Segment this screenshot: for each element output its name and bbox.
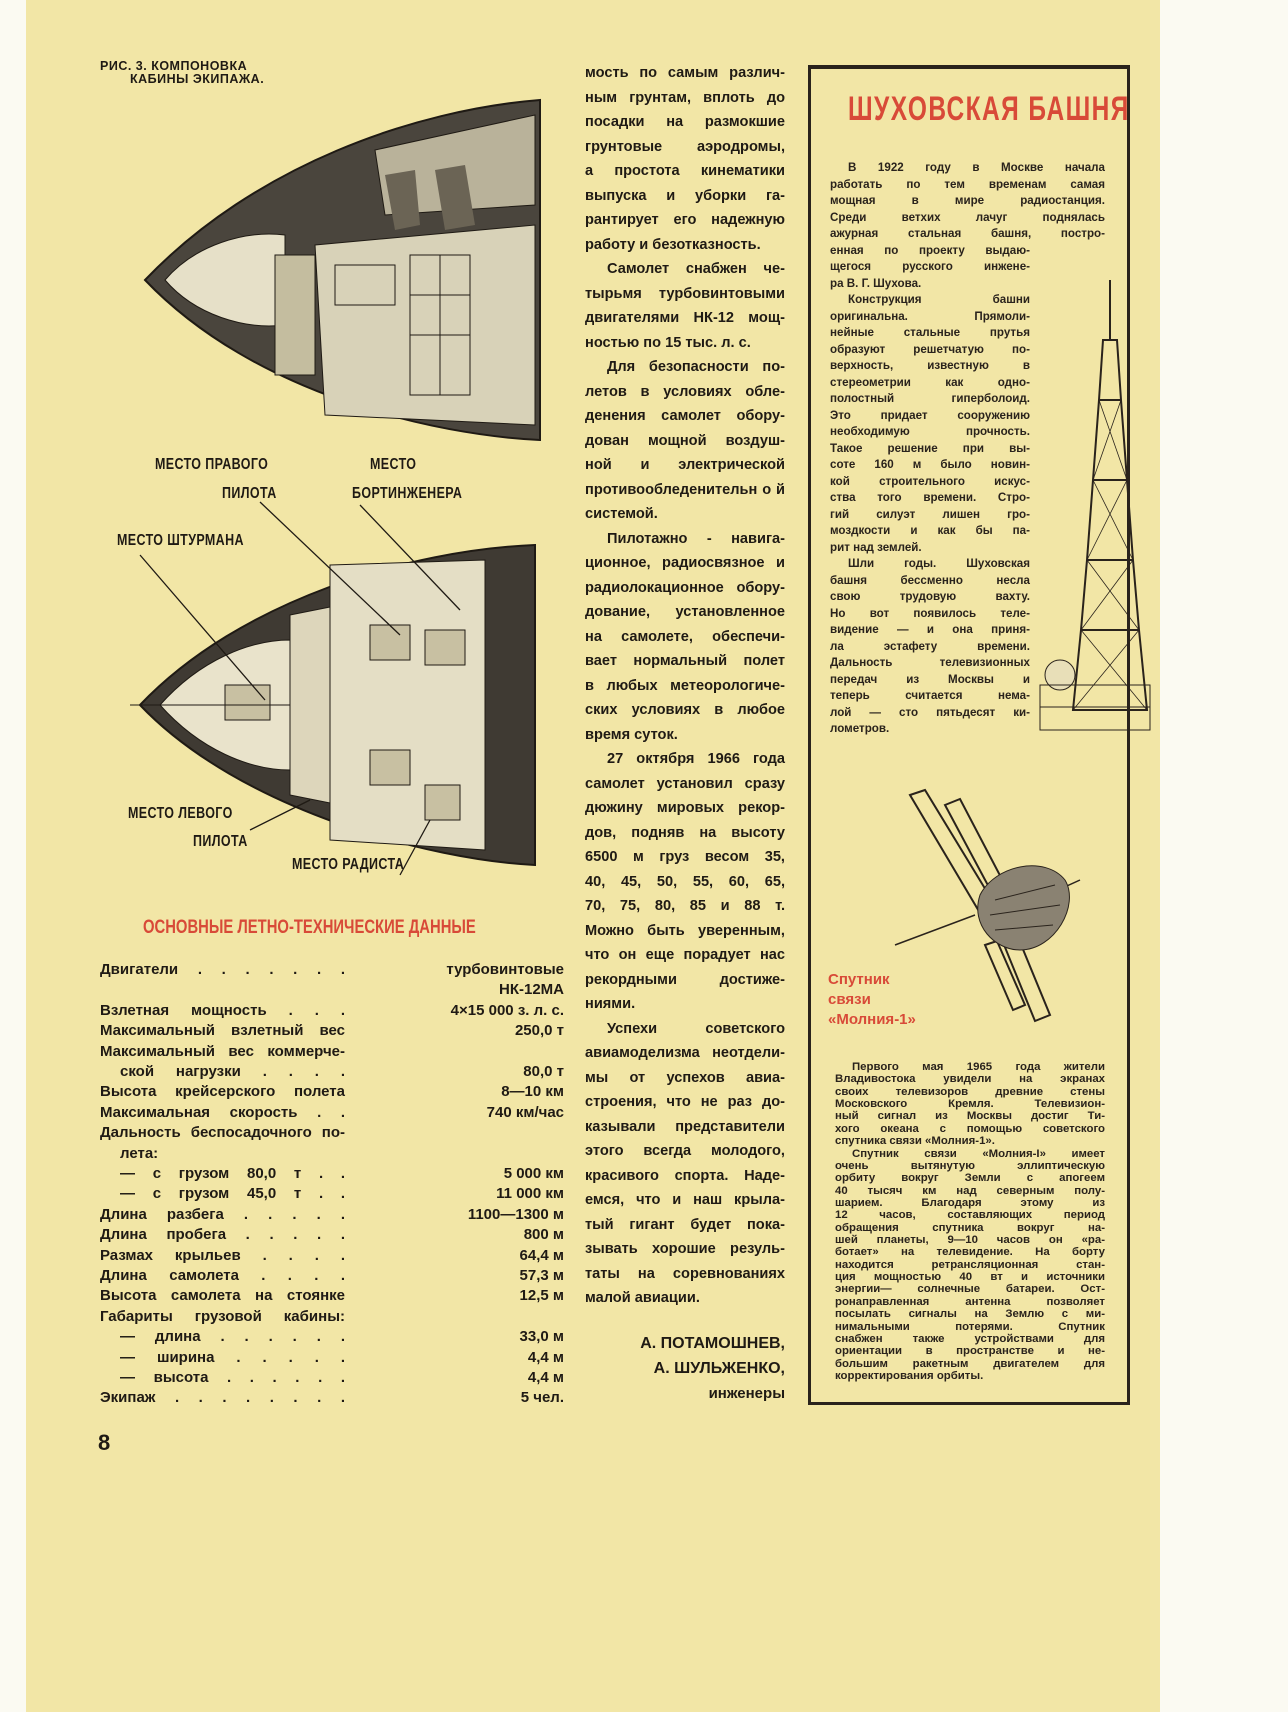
article-line: ских условиях в любое <box>585 702 785 718</box>
article-line: авиамоделизма неотдели- <box>585 1045 785 1061</box>
tower-text-line: Среди ветхих лачуг поднялась <box>830 210 1105 224</box>
spec-value: турбовинтовые <box>446 961 564 978</box>
article-line: 40, 45, 50, 55, 60, 65, <box>585 873 785 890</box>
satellite-text-line: посылать сигналы на Землю с ми- <box>835 1308 1105 1321</box>
spec-row <box>100 1001 564 1021</box>
spec-row <box>100 1348 564 1368</box>
cockpit-cutaway-illustration <box>135 95 545 445</box>
article-line: Можно быть уверенным, <box>585 922 785 939</box>
spec-value: 4,4 м <box>527 1348 564 1366</box>
article-line: ностью по 15 тыс. л. с. <box>585 334 751 351</box>
article-line: системой. <box>585 506 658 522</box>
tower-text-line: ства того времени. Стро- <box>830 491 1030 504</box>
caption-line: КАБИНЫ ЭКИПАЖА. <box>130 72 265 86</box>
article-line: вает нормальный полет <box>585 653 785 669</box>
article-line: Самолет снабжен че- <box>607 261 785 277</box>
label-right-pilot: МЕСТО ПРАВОГО <box>155 456 269 473</box>
spec-label: Экипаж . . . . . . . . <box>100 1389 345 1407</box>
article-line: мость по самым различ- <box>585 65 785 81</box>
satellite-text-line: обращения спутника вокруг на- <box>835 1221 1105 1234</box>
spec-value: НК-12МА <box>499 981 564 999</box>
article-line: дюжину мировых рекор- <box>585 800 785 816</box>
article-line: тый гигант будет пока- <box>585 1216 785 1233</box>
spec-value: 5 000 км <box>503 1165 564 1182</box>
tower-text-line: необходимую прочность. <box>830 425 1030 438</box>
tower-text-line: башня бессменно несла <box>830 573 1030 587</box>
spec-row <box>100 1327 564 1347</box>
tower-text-line: В 1922 году в Москве начала <box>848 161 1105 174</box>
spec-value: 4,4 м <box>527 1369 564 1386</box>
satellite-text-line: ция мощностью 40 вт и источники <box>835 1271 1105 1284</box>
spec-value: 250,0 т <box>514 1022 564 1040</box>
satellite-title-line: «Молния-1» <box>828 1011 916 1028</box>
spec-row <box>100 1144 564 1164</box>
article-line: ционное, радиосвязное и <box>585 555 785 571</box>
spec-label: — длина . . . . . . <box>120 1328 345 1346</box>
article-line: малой авиации. <box>585 1290 700 1306</box>
spec-row <box>100 1266 564 1286</box>
spec-label: ской нагрузки . . . . <box>120 1063 345 1080</box>
tower-text-line: ра В. Г. Шухова. <box>830 276 922 290</box>
tower-text-line: Шли годы. Шуховская <box>848 557 1030 570</box>
article-line: дование, установленное <box>585 604 785 620</box>
satellite-text-line: Владивостока увидели на экранах <box>835 1073 1105 1086</box>
spec-label: Размах крыльев . . . . <box>100 1246 345 1264</box>
satellite-title <box>828 970 916 1030</box>
tower-text-line: Конструкция башни <box>848 293 1030 306</box>
tower-text-line: ла эстафету времени. <box>830 639 1030 653</box>
spec-value: 11 000 км <box>496 1185 564 1203</box>
tower-text-line: нейные стальные прутья <box>830 326 1030 339</box>
caption-line: РИС. 3. КОМПОНОВКА <box>100 59 248 73</box>
label-flight-engineer: БОРТИНЖЕНЕРА <box>352 485 463 502</box>
shukhov-tower-illustration <box>1035 280 1155 750</box>
article-line: дов, подняв на высоту <box>585 824 785 841</box>
satellite-text-line: 40 тысяч км над северным полу- <box>835 1184 1105 1197</box>
spec-row <box>100 1021 564 1041</box>
specs-title: ОСНОВНЫЕ ЛЕТНО-ТЕХНИЧЕСКИЕ ДАННЫЕ <box>143 917 476 938</box>
satellite-text-line: шей планеты, 9—10 часов он «ра- <box>835 1234 1105 1247</box>
tower-text-line: свою трудовую вахту. <box>830 590 1030 603</box>
spec-label: Длина самолета . . . . <box>100 1267 345 1284</box>
article-line: Пилотажно - навига- <box>607 530 785 547</box>
article-line: противообледенительн о й <box>585 481 785 498</box>
tower-text-line: теперь считается нема- <box>830 689 1030 702</box>
article-line: 6500 м груз весом 35, <box>585 849 785 865</box>
tower-text-line: полостный гиперболоид. <box>830 392 1030 405</box>
spec-value: 800 м <box>523 1226 564 1244</box>
spec-row <box>100 980 564 1000</box>
spec-row <box>100 1307 564 1327</box>
spec-label: Максимальная скорость . . <box>100 1103 345 1121</box>
tower-text-line: верхность, известную в <box>830 359 1030 372</box>
page-number: 8 <box>98 1430 111 1455</box>
spec-value: 740 км/час <box>486 1103 564 1121</box>
satellite-text-line: ориентации в пространстве и не- <box>835 1345 1105 1358</box>
author-role: инженеры <box>708 1385 785 1402</box>
article-line: тырьмя турбовинтовыми <box>585 285 785 302</box>
article-line: радиолокационное обору- <box>585 579 785 596</box>
tower-text-line: мощная в мире радиостанция. <box>830 194 1105 207</box>
spec-label: Высота самолета на стоянке <box>100 1287 345 1305</box>
spec-row <box>100 1368 564 1388</box>
spec-row <box>100 1286 564 1306</box>
satellite-text-line: корректирования орбиты. <box>835 1370 984 1382</box>
tower-text-line: соте 160 м было новин- <box>830 458 1030 471</box>
article-line: красивого спорта. Наде- <box>585 1167 785 1184</box>
satellite-text-line: ботает» на телевидение. На борту <box>835 1246 1105 1259</box>
spec-label: — с грузом 45,0 т . . <box>120 1185 345 1203</box>
satellite-text-line: находится ретрансляционная стан- <box>835 1258 1105 1271</box>
article-line: ниями. <box>585 996 636 1012</box>
spec-label: — с грузом 80,0 т . . <box>120 1165 345 1182</box>
article-line: 70, 75, 80, 85 и 88 т. <box>585 898 785 914</box>
tower-text-line: стереометрии как одно- <box>830 375 1030 389</box>
tower-text-line: Такое решение при вы- <box>830 441 1030 455</box>
spec-label: Взлетная мощность . . . <box>100 1001 345 1019</box>
article-line: этого всегда молодого, <box>585 1143 785 1159</box>
tower-text-line: Это придает сооружению <box>830 408 1030 422</box>
spec-row <box>100 960 564 980</box>
spec-value: 12,5 м <box>519 1287 564 1305</box>
tower-text-line: рит над землей. <box>830 540 922 554</box>
spec-row <box>100 1123 564 1143</box>
spec-value: 1100—1300 м <box>467 1205 564 1223</box>
tower-text-line: щегося русского инжене- <box>830 260 1030 273</box>
tower-text-line: гий силуэт лишен гро- <box>830 507 1030 521</box>
spec-label: Высота крейсерского полета <box>100 1083 345 1101</box>
satellite-text-line: хого океана с помощью советского <box>835 1122 1105 1135</box>
article-line: Успехи советского <box>607 1020 785 1037</box>
spec-label: — ширина . . . . . <box>120 1348 345 1366</box>
tower-text-line: лометров. <box>830 722 890 735</box>
spec-label: Максимальный взлетный вес <box>100 1022 345 1040</box>
satellite-text-line: очень вытянутую эллиптическую <box>835 1159 1105 1172</box>
article-line: строения, что не раз до- <box>585 1094 785 1110</box>
article-line: двигателями НК-12 мощ- <box>585 310 785 326</box>
label-flight-engineer: МЕСТО <box>370 456 417 473</box>
satellite-text-line: Спутник связи «Молния-I» имеет <box>852 1147 1105 1160</box>
spec-label: Двигатели . . . . . . . <box>100 961 345 978</box>
spec-value: 5 чел. <box>520 1389 564 1407</box>
article-line: таты на соревнованиях <box>585 1265 785 1282</box>
satellite-title-line: связи <box>828 991 871 1008</box>
spec-row <box>100 1103 564 1123</box>
tower-text-line: видение — и она приня- <box>830 623 1030 636</box>
spec-label: Длина разбега . . . . . <box>100 1205 345 1223</box>
spec-value: 80,0 т <box>523 1063 564 1080</box>
author: А. ШУЛЬЖЕНКО, <box>653 1360 785 1377</box>
tower-text-line: Но вот появилось теле- <box>830 606 1030 620</box>
article-line: дован мощной воздуш- <box>585 432 785 449</box>
spec-value: 57,3 м <box>519 1267 564 1284</box>
article-line: казывали представители <box>585 1118 785 1135</box>
author: А. ПОТАМОШНЕВ, <box>640 1335 785 1352</box>
article-line: время суток. <box>585 726 678 743</box>
figure-caption <box>100 60 264 86</box>
satellite-text-line: большим ракетным двигателем для <box>835 1357 1105 1370</box>
tower-text-line: енная по проекту выдаю- <box>830 243 1030 257</box>
article-line: 27 октября 1966 года <box>607 751 785 767</box>
tower-text-line: Дальность телевизионных <box>830 656 1030 669</box>
tower-text-line: кой строительного искус- <box>830 474 1030 488</box>
article-line: зывать хорошие резуль- <box>585 1241 785 1257</box>
satellite-text-line: шарием. Благодаря этому из <box>835 1196 1105 1209</box>
tower-text-line: лой — сто пятьдесят ки- <box>830 705 1030 719</box>
label-navigator: МЕСТО ШТУРМАНА <box>117 532 244 549</box>
spec-value: 33,0 м <box>519 1328 564 1346</box>
spec-label: Габариты грузовой кабины: <box>100 1307 345 1325</box>
satellite-text-line: Первого мая 1965 года жители <box>852 1061 1105 1073</box>
article-line: работу и безотказность. <box>585 236 761 253</box>
article-line: емся, что и наш крыла- <box>585 1192 785 1208</box>
article-line: ным грунтам, вплоть до <box>585 89 785 106</box>
spec-row <box>100 1184 564 1204</box>
tower-text-line: ажурная стальная башня, постро- <box>830 227 1105 240</box>
spec-label: Длина пробега . . . . . <box>100 1226 345 1244</box>
spec-value: 8—10 км <box>501 1083 564 1101</box>
tower-text-line: моздкости и как бы па- <box>830 524 1030 537</box>
article-line: а простота кинематики <box>585 163 785 179</box>
spec-label: Максимальный вес коммерче- <box>100 1042 345 1060</box>
spec-label: — высота . . . . . . <box>120 1369 345 1386</box>
satellite-title-line: Спутник <box>828 971 890 988</box>
spec-row <box>100 1246 564 1266</box>
article-line: самолет установил сразу <box>585 775 785 792</box>
spec-value: 64,4 м <box>519 1246 564 1264</box>
label-right-pilot: ПИЛОТА <box>222 485 277 502</box>
spec-row <box>100 1388 564 1408</box>
article-line: рекордными достиже- <box>585 971 785 988</box>
tower-text-line: передач из Москвы и <box>830 672 1030 686</box>
spec-row <box>100 1082 564 1102</box>
satellite-text-line: своих телевизоров древние стены <box>835 1085 1105 1098</box>
satellite-text-line: 12 часов, составляющих период <box>835 1209 1105 1222</box>
label-left-pilot: МЕСТО ЛЕВОГО <box>128 805 233 822</box>
satellite-text-line: спутника связи «Молния-1». <box>835 1135 995 1148</box>
satellite-text-line: энергии— солнечные батареи. Ост- <box>835 1283 1105 1296</box>
tower-text-line: оригинальна. Прямоли- <box>830 309 1030 323</box>
article-line: рантирует его надежную <box>585 212 785 228</box>
label-left-pilot: ПИЛОТА <box>193 833 248 850</box>
spec-label: лета: <box>120 1144 159 1162</box>
satellite-text-line: Московского Кремля. Телевизион- <box>835 1098 1105 1111</box>
article-line: летов в условиях обле- <box>585 383 785 400</box>
spec-row <box>100 1205 564 1225</box>
spec-row <box>100 1225 564 1245</box>
article-line: мы от успехов авиа- <box>585 1069 785 1086</box>
spec-label: Дальность беспосадочного по- <box>100 1124 345 1142</box>
article-line: что он еще порадует нас <box>585 947 785 963</box>
satellite-text-line: нимальными потерями. Спутник <box>835 1320 1105 1333</box>
article-line: ной и электрической <box>585 457 785 473</box>
satellite-text-line: ный сигнал из Москвы достиг Ти- <box>835 1110 1105 1123</box>
article-line: Для безопасности по- <box>607 359 785 375</box>
satellite-text-line: орбиту вокруг Земли с апогеем <box>835 1172 1105 1185</box>
spec-value: 4×15 000 з. л. с. <box>450 1001 564 1019</box>
satellite-text-line: ронаправленная антенна позволяет <box>835 1295 1105 1308</box>
label-radio-operator: МЕСТО РАДИСТА <box>292 856 405 873</box>
article-line: на самолете, обеспечи- <box>585 628 785 645</box>
satellite-text-line: снабжен также устройствами для <box>835 1332 1105 1345</box>
tower-text-line: работать по тем временам самая <box>830 177 1105 191</box>
tower-text-line: образуют решетчатую по- <box>830 342 1030 356</box>
spec-row <box>100 1164 564 1184</box>
article-line: посадки на размокшие <box>585 114 785 130</box>
article-line: денения самолет обору- <box>585 408 785 424</box>
spec-row <box>100 1062 564 1082</box>
sidebar-title: ШУХОВСКАЯ БАШНЯ <box>848 90 1130 128</box>
article-line: грунтовые аэродромы, <box>585 138 785 155</box>
article-line: в любых метеорологиче- <box>585 677 785 694</box>
article-line: выпуска и уборки га- <box>585 187 785 204</box>
spec-row <box>100 1042 564 1062</box>
